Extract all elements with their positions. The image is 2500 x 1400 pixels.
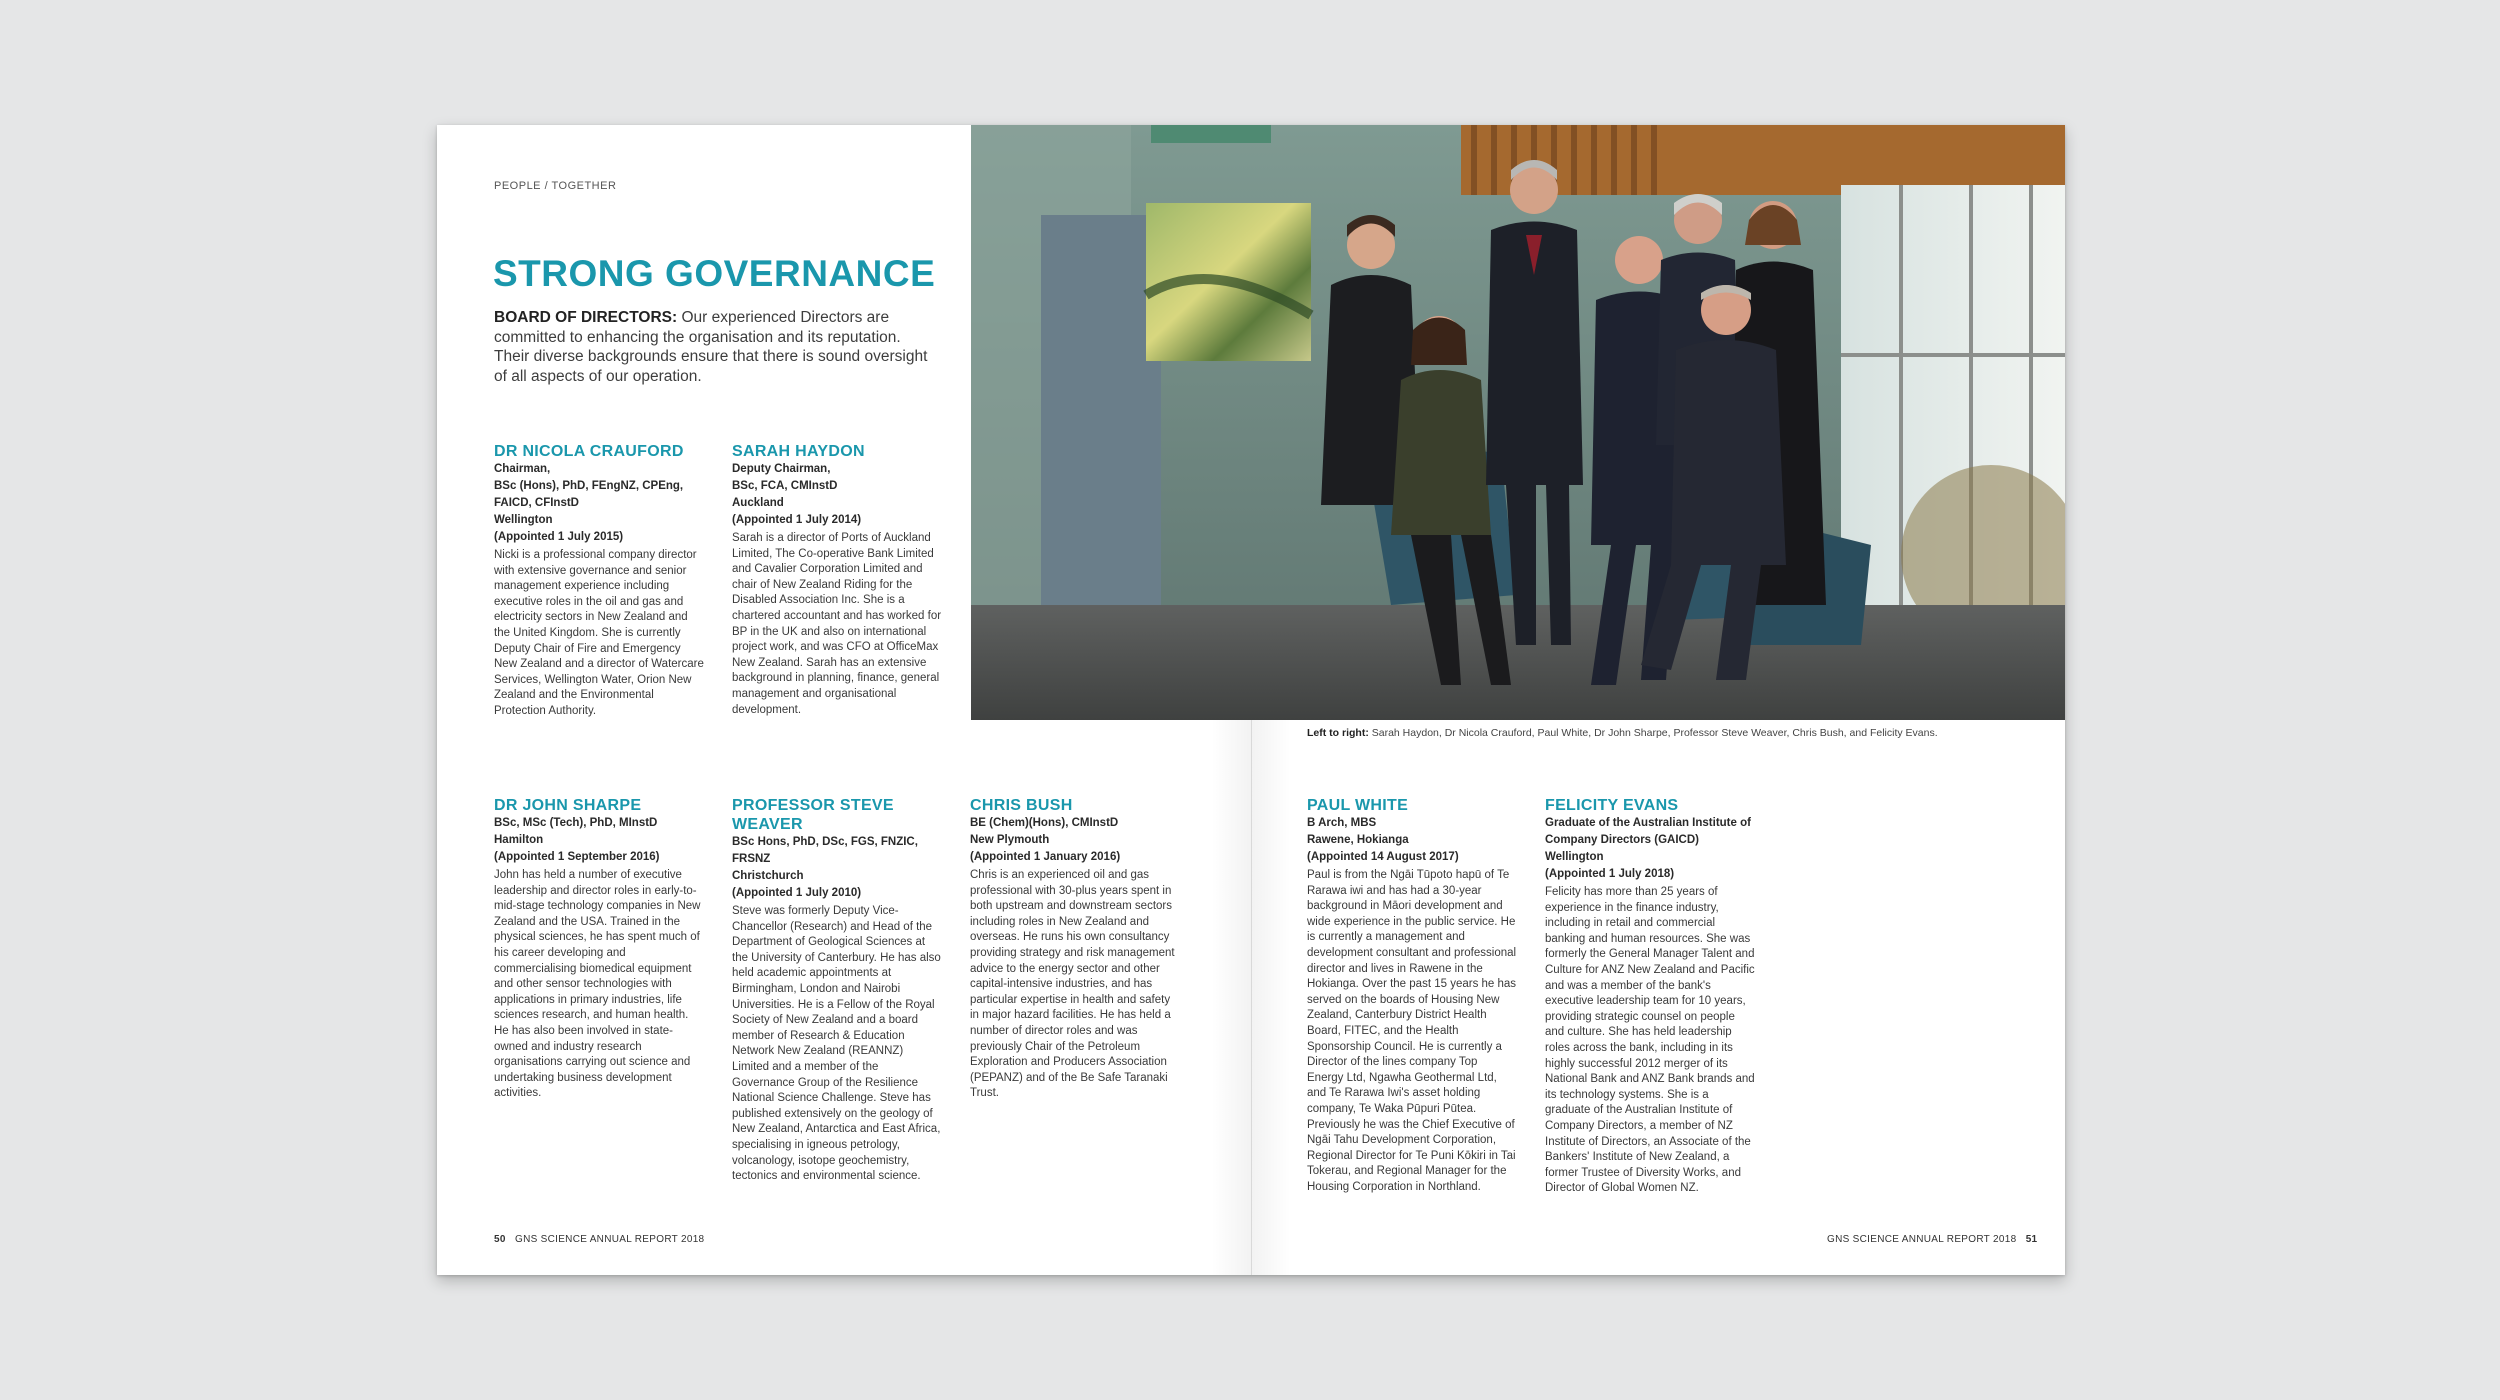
director-name: DR NICOLA CRAUFORD — [494, 443, 684, 460]
page-title: STRONG GOVERNANCE — [493, 253, 936, 294]
page-number-right: 51 — [2025, 1234, 2038, 1245]
director-credentials: B Arch, MBS — [1307, 817, 1377, 829]
section-tag: PEOPLE / TOGETHER — [494, 180, 617, 192]
director-location: Wellington — [494, 514, 553, 526]
report-spread — [437, 125, 2065, 1275]
photo-caption — [1307, 727, 1938, 739]
board-photo — [971, 125, 2065, 720]
director-bio — [732, 442, 942, 718]
director-name: FELICITY EVANS — [1545, 797, 1679, 814]
director-bio — [970, 796, 1180, 1102]
director-bio — [732, 796, 942, 1185]
caption-text: Sarah Haydon, Dr Nicola Crauford, Paul White, Dr John Sharpe, Professor Steve Weaver, Chris Bush, and Felicity Evans. — [1371, 727, 1938, 739]
intro-text: Our experienced Directors are committed to enhancing the organisation and its reputation. Their diverse backgrounds ensure that there is sound oversight of all aspects of our operation. — [494, 309, 928, 385]
director-bio-text: Chris is an experienced oil and gas professional with 30-plus years spent in both upstream and downstream sectors including roles in New Zealand and overseas. He runs his own consultancy providing strategy and risk management advice to the energy sector and other capital-intensive industries, and has particular expertise in health and safety in major hazard facilities. He has held a number of director roles and was previously Chair of the Petroleum Exploration and Producers Association (PEPANZ) and of the Be Safe Taranaki Trust. — [970, 869, 1175, 1100]
caption-lead: Left to right: — [1307, 727, 1369, 739]
director-name: DR JOHN SHARPE — [494, 797, 642, 814]
director-role: Deputy Chairman, — [732, 463, 831, 475]
footer-right — [1827, 1234, 2037, 1245]
director-location: New Plymouth — [970, 834, 1050, 846]
director-appointed: (Appointed 1 July 2010) — [732, 887, 862, 899]
intro-lead: BOARD OF DIRECTORS: — [494, 309, 678, 326]
director-name: SARAH HAYDON — [732, 443, 865, 460]
director-name: PAUL WHITE — [1307, 797, 1409, 814]
director-appointed: (Appointed 1 July 2015) — [494, 531, 624, 543]
director-credentials: BSc, MSc (Tech), PhD, MInstD — [494, 817, 658, 829]
director-name: CHRIS BUSH — [970, 797, 1073, 814]
director-bio-text: Paul is from the Ngāi Tūpoto hapū of Te Rarawa iwi and has had a 30-year background in Māori development and wide experience in the public service. He is currently a management and development consultant and professional director and lives in Rawene in the Hokianga. Over the past 15 years he has served on the boards of Housing New Zealand, Canterbury District Health Board, FITEC, and the Health Sponsorship Council. He is currently a Director of the lines company Top Energy Ltd, Ngawha Geothermal Ltd, and Te Rarawa Iwi's asset holding company, Te Waka Pūpuri Pūtea. Previously he was the Chief Executive of Ngāi Tahu Development Corporation, Regional Director for Te Puni Kōkiri in Tai Tokerau, and Regional Manager for the Housing Corporation in Northland. — [1307, 869, 1517, 1193]
director-location: Hamilton — [494, 834, 544, 846]
director-appointed: (Appointed 14 August 2017) — [1307, 851, 1459, 863]
director-appointed: (Appointed 1 January 2016) — [970, 851, 1121, 863]
director-credentials: BE (Chem)(Hons), CMInstD — [970, 817, 1119, 829]
director-bio-text: Steve was formerly Deputy Vice-Chancellor (Research) and Head of the Department of Geological Sciences at the University of Canterbury. He has also held academic appointments at Birmingham, London and Nairobi Universities. He is a Fellow of the Royal Society of New Zealand and a board member of Research & Education Network New Zealand (REANNZ) Limited and a member of the Governance Group of the Resilience National Science Challenge. Steve has published extensively on the geology of New Zealand, Antarctica and East Africa, specialising in igneous petrology, volcanology, isotope geochemistry, tectonics and environmental science. — [732, 905, 941, 1183]
director-credentials: BSc Hons, PhD, DSc, FGS, FNZIC, FRSNZ — [732, 836, 918, 865]
director-role: Chairman, — [494, 463, 551, 475]
director-location: Rawene, Hokianga — [1307, 834, 1409, 846]
footer-left — [494, 1234, 704, 1245]
director-bio — [1545, 796, 1755, 1197]
director-appointed: (Appointed 1 September 2016) — [494, 851, 660, 863]
director-credentials: BSc, FCA, CMInstD — [732, 480, 838, 492]
intro-paragraph — [494, 308, 929, 386]
page-number-left: 50 — [494, 1234, 506, 1245]
director-location: Christchurch — [732, 870, 804, 882]
director-credentials: BSc (Hons), PhD, FEngNZ, CPEng, FAICD, CFInstD — [494, 480, 684, 509]
director-location: Wellington — [1545, 851, 1604, 863]
director-bio — [494, 796, 704, 1102]
director-bio — [494, 442, 704, 720]
director-location: Auckland — [732, 497, 784, 509]
director-credentials: Graduate of the Australian Institute of Company Directors (GAICD) — [1545, 817, 1751, 846]
director-bio-text: Sarah is a director of Ports of Auckland Limited, The Co-operative Bank Limited and Cavalier Corporation Limited and chair of New Zealand Riding for the Disabled Association Inc. She is a chartered accountant and has worked for BP in the UK and also on international project work, and was CFO at OfficeMax New Zealand. Sarah has an extensive background in planning, finance, general management and organisational development. — [732, 532, 942, 716]
director-name: PROFESSOR STEVE WEAVER — [732, 797, 894, 833]
footer-label-left: GNS SCIENCE ANNUAL REPORT 2018 — [514, 1234, 705, 1245]
director-bio — [1307, 796, 1517, 1195]
footer-label-right: GNS SCIENCE ANNUAL REPORT 2018 — [1827, 1234, 2017, 1245]
director-appointed: (Appointed 1 July 2014) — [732, 514, 862, 526]
director-appointed: (Appointed 1 July 2018) — [1545, 868, 1675, 880]
director-bio-text: Felicity has more than 25 years of experience in the finance industry, including in retail and commercial banking and human resources. She was formerly the General Manager Talent and Culture for ANZ New Zealand and Pacific and was a member of the bank's executive leadership team for 10 years, providing strategic counsel on people and culture. She has held leadership roles across the bank, including in its highly successful 2012 merger of its National Bank and ANZ Bank brands and its technology systems. She is a graduate of the Australian Institute of Company Directors, a member of NZ Institute of Directors, an Associate of the Bankers' Institute of New Zealand, a former Trustee of Diversity Works, and Director of Global Women NZ. — [1545, 886, 1755, 1195]
director-bio-text: John has held a number of executive leadership and director roles in early-to-mid-stage technology companies in New Zealand and the USA. Trained in the physical sciences, he has spent much of his career developing and commercialising biomedical equipment and other sensor technologies with applications in primary industries, life sciences research, and human health. He has also been involved in state-owned and industry research organisations carrying out science and undertaking business development activities. — [494, 869, 701, 1100]
director-bio-text: Nicki is a professional company director with extensive governance and senior management experience including executive roles in the oil and gas and electricity sectors in New Zealand and the United Kingdom. She is currently Deputy Chair of Fire and Emergency New Zealand and a director of Watercare Services, Wellington Water, Orion New Zealand and the Environmental Protection Authority. — [494, 549, 704, 717]
